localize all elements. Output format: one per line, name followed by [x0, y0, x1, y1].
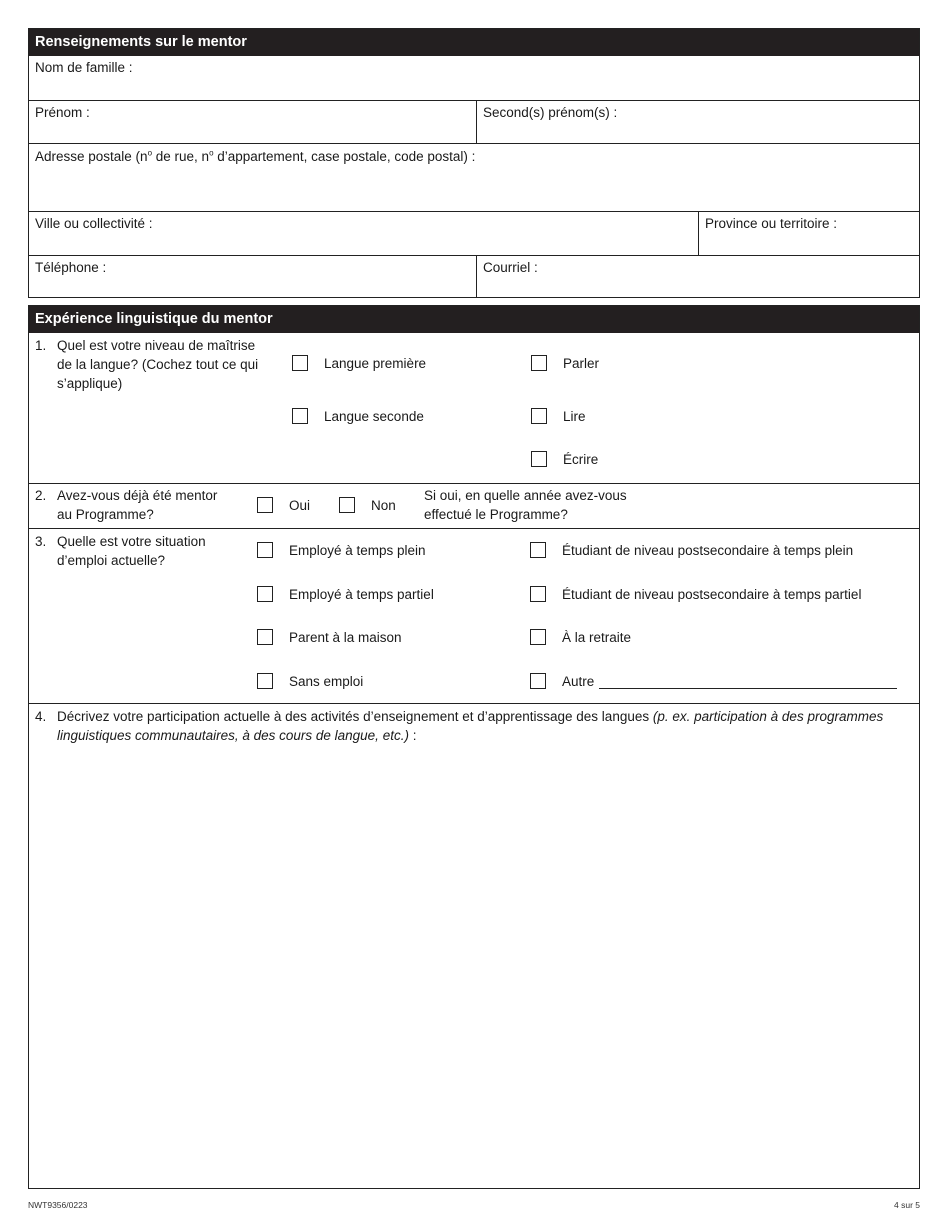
student-part-label: Étudiant de niveau postsecondaire à temps partiel: [562, 587, 862, 602]
province-field[interactable]: [698, 212, 919, 255]
language-experience-header: Expérience linguistique du mentor: [29, 306, 919, 333]
first-language-label: Langue première: [324, 356, 427, 371]
student-part-checkbox[interactable]: [530, 586, 546, 602]
retired-label: À la retraite: [562, 630, 632, 645]
no-label: Non: [371, 498, 396, 513]
last-name-label: Nom de famille :: [35, 60, 133, 75]
q1-number: 1.: [35, 338, 47, 353]
mentor-info-header: Renseignements sur le mentor: [29, 29, 919, 56]
other-input-line[interactable]: [599, 688, 897, 689]
q3-row: [29, 528, 919, 703]
unemployed-checkbox[interactable]: [257, 673, 273, 689]
address-field[interactable]: [29, 144, 919, 211]
unemployed-label: Sans emploi: [289, 674, 364, 689]
full-time-label: Employé à temps plein: [289, 543, 426, 558]
speak-label: Parler: [563, 356, 600, 371]
q4-text: Décrivez votre participation actuelle à des activités d’enseignement et d’apprentissage des langues (p. ex. participation à des programmes linguistiques communautaires, à des cours de langue, etc.) :: [57, 709, 884, 743]
first-name-field[interactable]: [29, 101, 476, 143]
name-row: [29, 100, 919, 143]
email-label: Courriel :: [483, 260, 538, 275]
retired-checkbox[interactable]: [530, 629, 546, 645]
other-label: Autre: [562, 674, 595, 689]
q4-number: 4.: [35, 709, 47, 724]
q2-number: 2.: [35, 488, 47, 503]
province-label: Province ou territoire :: [705, 216, 838, 231]
phone-field[interactable]: [29, 256, 476, 298]
second-language-checkbox[interactable]: [292, 408, 308, 424]
yes-checkbox[interactable]: [257, 497, 273, 513]
email-field[interactable]: [476, 256, 919, 298]
q3-number: 3.: [35, 534, 47, 549]
q2-row: [29, 483, 919, 528]
write-checkbox[interactable]: [531, 451, 547, 467]
city-field[interactable]: [29, 212, 698, 255]
first-name-label: Prénom :: [35, 105, 90, 120]
q3-text: Quelle est votre situation d’emploi actuelle?: [57, 534, 206, 568]
phone-label: Téléphone :: [35, 260, 107, 275]
part-time-label: Employé à temps partiel: [289, 587, 434, 602]
q2-text: Avez-vous déjà été mentor au Programme?: [57, 488, 218, 522]
read-checkbox[interactable]: [531, 408, 547, 424]
language-experience-section: [28, 305, 920, 1189]
middle-names-label: Second(s) prénom(s) :: [483, 105, 618, 120]
form-code: NWT9356/0223: [28, 1200, 88, 1210]
first-language-checkbox[interactable]: [292, 355, 308, 371]
address-label: Adresse postale ($n^o$ de rue, $n^o$ d’appartement, case postale, code postal) :: [35, 148, 476, 164]
student-full-label: Étudiant de niveau postsecondaire à temps plein: [562, 543, 854, 558]
other-checkbox[interactable]: [530, 673, 546, 689]
last-name-field[interactable]: [29, 56, 919, 100]
part-time-checkbox[interactable]: [257, 586, 273, 602]
q2-followup-text: Si oui, en quelle année avez-vous effectué le Programme?: [424, 488, 627, 522]
city-row: [29, 211, 919, 255]
no-checkbox[interactable]: [339, 497, 355, 513]
middle-names-field[interactable]: [476, 101, 919, 143]
yes-label: Oui: [289, 498, 311, 513]
q4-row[interactable]: [29, 703, 919, 1189]
address-row: [29, 143, 919, 211]
full-time-checkbox[interactable]: [257, 542, 273, 558]
speak-checkbox[interactable]: [531, 355, 547, 371]
write-label: Écrire: [563, 452, 599, 467]
q1-text: Quel est votre niveau de maîtrise de la langue? (Cochez tout ce qui s’applique): [57, 338, 259, 391]
q1-row: [29, 333, 919, 483]
home-parent-checkbox[interactable]: [257, 629, 273, 645]
student-full-checkbox[interactable]: [530, 542, 546, 558]
page-number: 4 sur 5: [894, 1200, 920, 1210]
read-label: Lire: [563, 409, 586, 424]
last-name-row: [29, 56, 919, 100]
home-parent-label: Parent à la maison: [289, 630, 402, 645]
mentor-info-section: [28, 28, 920, 298]
city-label: Ville ou collectivité :: [35, 216, 153, 231]
second-language-label: Langue seconde: [324, 409, 424, 424]
contact-row: [29, 255, 919, 298]
